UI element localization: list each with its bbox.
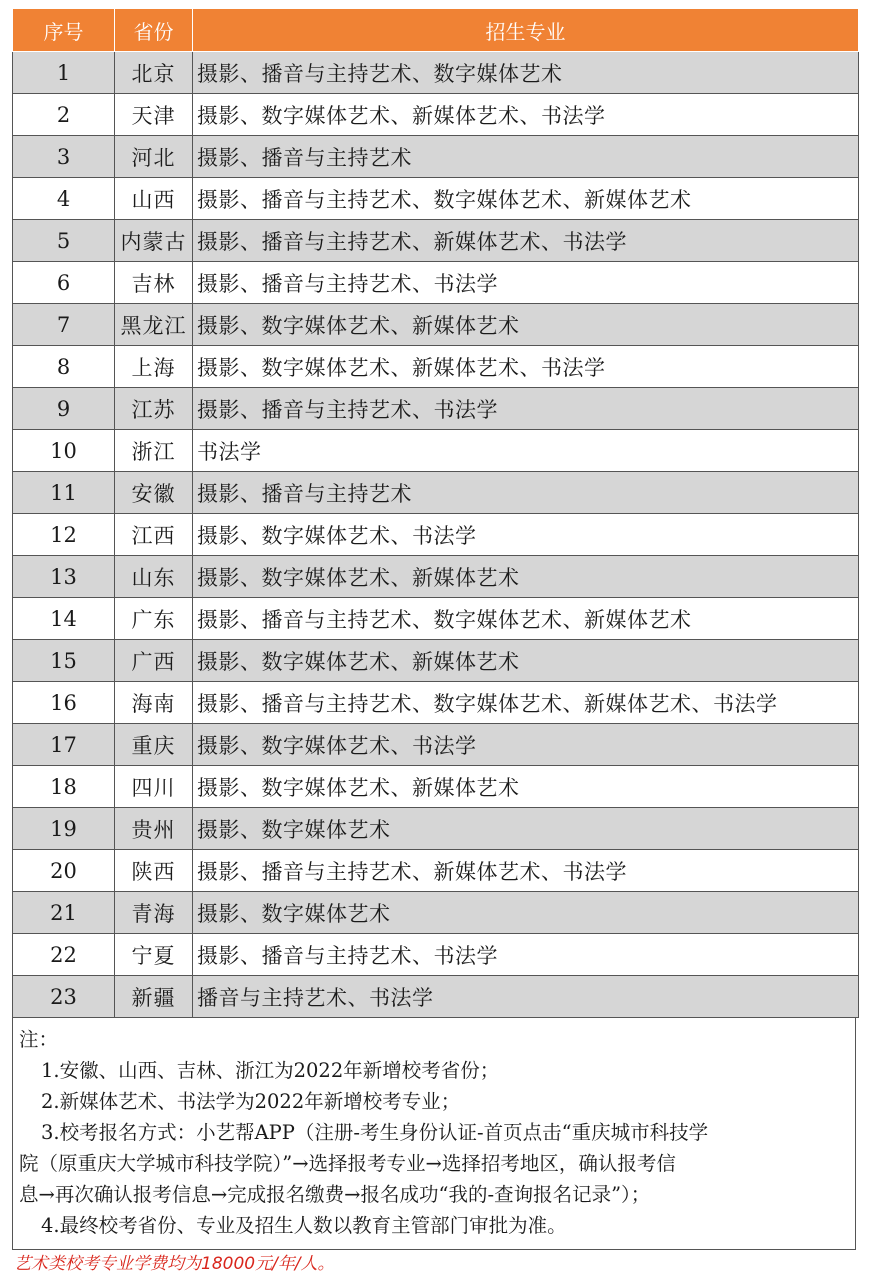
row-province: 海南 — [115, 682, 193, 724]
row-number: 1 — [13, 52, 115, 94]
table-row — [13, 136, 859, 178]
row-majors: 摄影、数字媒体艺术、新媒体艺术、书法学 — [193, 94, 859, 136]
table-row — [13, 472, 859, 514]
row-majors: 摄影、数字媒体艺术、书法学 — [193, 724, 859, 766]
note-item-3-line-3: 息→再次确认报考信息→完成报名缴费→报名成功“我的-查询报名记录”）； — [19, 1183, 651, 1206]
table-row — [13, 178, 859, 220]
note-item-1: 1.安徽、山西、吉林、浙江为2022年新增校考省份； — [41, 1059, 500, 1082]
admissions-table — [12, 8, 859, 1018]
tuition-footnote: 艺术类校考专业学费均为18000元/年/人。 — [14, 1254, 335, 1274]
row-province: 广东 — [115, 598, 193, 640]
row-number: 17 — [13, 724, 115, 766]
table-row — [13, 976, 859, 1018]
row-majors: 摄影、数字媒体艺术 — [193, 808, 859, 850]
row-number: 10 — [13, 430, 115, 472]
row-number: 18 — [13, 766, 115, 808]
row-majors: 摄影、数字媒体艺术、新媒体艺术 — [193, 304, 859, 346]
table-row — [13, 346, 859, 388]
row-number: 22 — [13, 934, 115, 976]
row-majors: 摄影、播音与主持艺术 — [193, 472, 859, 514]
admissions-table-container — [12, 8, 858, 1250]
table-row — [13, 52, 859, 94]
table-row — [13, 682, 859, 724]
note-item-3-line-2: 院（原重庆大学城市科技学院）”→选择报考专业→选择招考地区，确认报考信 — [19, 1152, 676, 1175]
table-row — [13, 934, 859, 976]
table-row — [13, 766, 859, 808]
row-number: 4 — [13, 178, 115, 220]
row-majors: 摄影、播音与主持艺术、数字媒体艺术、新媒体艺术 — [193, 178, 859, 220]
row-province: 新疆 — [115, 976, 193, 1018]
row-province: 黑龙江 — [115, 304, 193, 346]
table-row — [13, 430, 859, 472]
row-province: 宁夏 — [115, 934, 193, 976]
row-province: 上海 — [115, 346, 193, 388]
row-majors: 摄影、播音与主持艺术、新媒体艺术、书法学 — [193, 850, 859, 892]
row-number: 12 — [13, 514, 115, 556]
row-province: 安徽 — [115, 472, 193, 514]
row-number: 6 — [13, 262, 115, 304]
row-number: 19 — [13, 808, 115, 850]
row-number: 13 — [13, 556, 115, 598]
table-row — [13, 94, 859, 136]
row-majors: 摄影、播音与主持艺术、新媒体艺术、书法学 — [193, 220, 859, 262]
row-number: 5 — [13, 220, 115, 262]
row-number: 16 — [13, 682, 115, 724]
row-number: 11 — [13, 472, 115, 514]
row-number: 9 — [13, 388, 115, 430]
header-majors: 招生专业 — [193, 9, 859, 52]
row-majors: 摄影、播音与主持艺术、书法学 — [193, 388, 859, 430]
row-number: 23 — [13, 976, 115, 1018]
table-body — [13, 52, 859, 1018]
table-row — [13, 724, 859, 766]
row-province: 广西 — [115, 640, 193, 682]
row-number: 20 — [13, 850, 115, 892]
row-province: 重庆 — [115, 724, 193, 766]
table-row — [13, 220, 859, 262]
row-majors: 摄影、数字媒体艺术、新媒体艺术、书法学 — [193, 346, 859, 388]
table-row — [13, 514, 859, 556]
table-row — [13, 892, 859, 934]
row-majors: 摄影、数字媒体艺术、书法学 — [193, 514, 859, 556]
table-row — [13, 262, 859, 304]
row-province: 青海 — [115, 892, 193, 934]
row-majors: 摄影、播音与主持艺术、数字媒体艺术、新媒体艺术、书法学 — [193, 682, 859, 724]
row-majors: 书法学 — [193, 430, 859, 472]
row-majors: 摄影、数字媒体艺术、新媒体艺术 — [193, 640, 859, 682]
row-number: 8 — [13, 346, 115, 388]
row-province: 四川 — [115, 766, 193, 808]
row-province: 内蒙古 — [115, 220, 193, 262]
row-majors: 摄影、播音与主持艺术、数字媒体艺术、新媒体艺术 — [193, 598, 859, 640]
row-majors: 摄影、数字媒体艺术 — [193, 892, 859, 934]
row-province: 浙江 — [115, 430, 193, 472]
table-row — [13, 556, 859, 598]
row-province: 贵州 — [115, 808, 193, 850]
row-province: 北京 — [115, 52, 193, 94]
row-majors: 摄影、播音与主持艺术、书法学 — [193, 262, 859, 304]
row-province: 山西 — [115, 178, 193, 220]
table-row — [13, 640, 859, 682]
note-item-3-line-1: 3.校考报名方式：小艺帮APP（注册-考生身份认证-首页点击“重庆城市科技学 — [41, 1121, 709, 1144]
row-majors: 摄影、播音与主持艺术 — [193, 136, 859, 178]
table-row — [13, 388, 859, 430]
table-header-row — [13, 9, 859, 52]
row-number: 21 — [13, 892, 115, 934]
table-row — [13, 598, 859, 640]
notes-title: 注： — [19, 1028, 59, 1051]
header-number: 序号 — [13, 9, 115, 52]
table-row — [13, 850, 859, 892]
row-province: 天津 — [115, 94, 193, 136]
row-majors: 播音与主持艺术、书法学 — [193, 976, 859, 1018]
row-province: 吉林 — [115, 262, 193, 304]
note-item-4: 4.最终校考省份、专业及招生人数以教育主管部门审批为准。 — [41, 1214, 567, 1237]
table-row — [13, 808, 859, 850]
row-number: 15 — [13, 640, 115, 682]
row-majors: 摄影、数字媒体艺术、新媒体艺术 — [193, 556, 859, 598]
row-province: 河北 — [115, 136, 193, 178]
note-item-2: 2.新媒体艺术、书法学为2022年新增校考专业； — [41, 1090, 461, 1113]
row-number: 2 — [13, 94, 115, 136]
row-majors: 摄影、播音与主持艺术、书法学 — [193, 934, 859, 976]
row-province: 山东 — [115, 556, 193, 598]
row-province: 江西 — [115, 514, 193, 556]
row-number: 7 — [13, 304, 115, 346]
notes-section — [12, 1018, 856, 1250]
header-province: 省份 — [115, 9, 193, 52]
row-number: 14 — [13, 598, 115, 640]
row-majors: 摄影、数字媒体艺术、新媒体艺术 — [193, 766, 859, 808]
row-province: 江苏 — [115, 388, 193, 430]
row-number: 3 — [13, 136, 115, 178]
table-row — [13, 304, 859, 346]
row-province: 陕西 — [115, 850, 193, 892]
row-majors: 摄影、播音与主持艺术、数字媒体艺术 — [193, 52, 859, 94]
